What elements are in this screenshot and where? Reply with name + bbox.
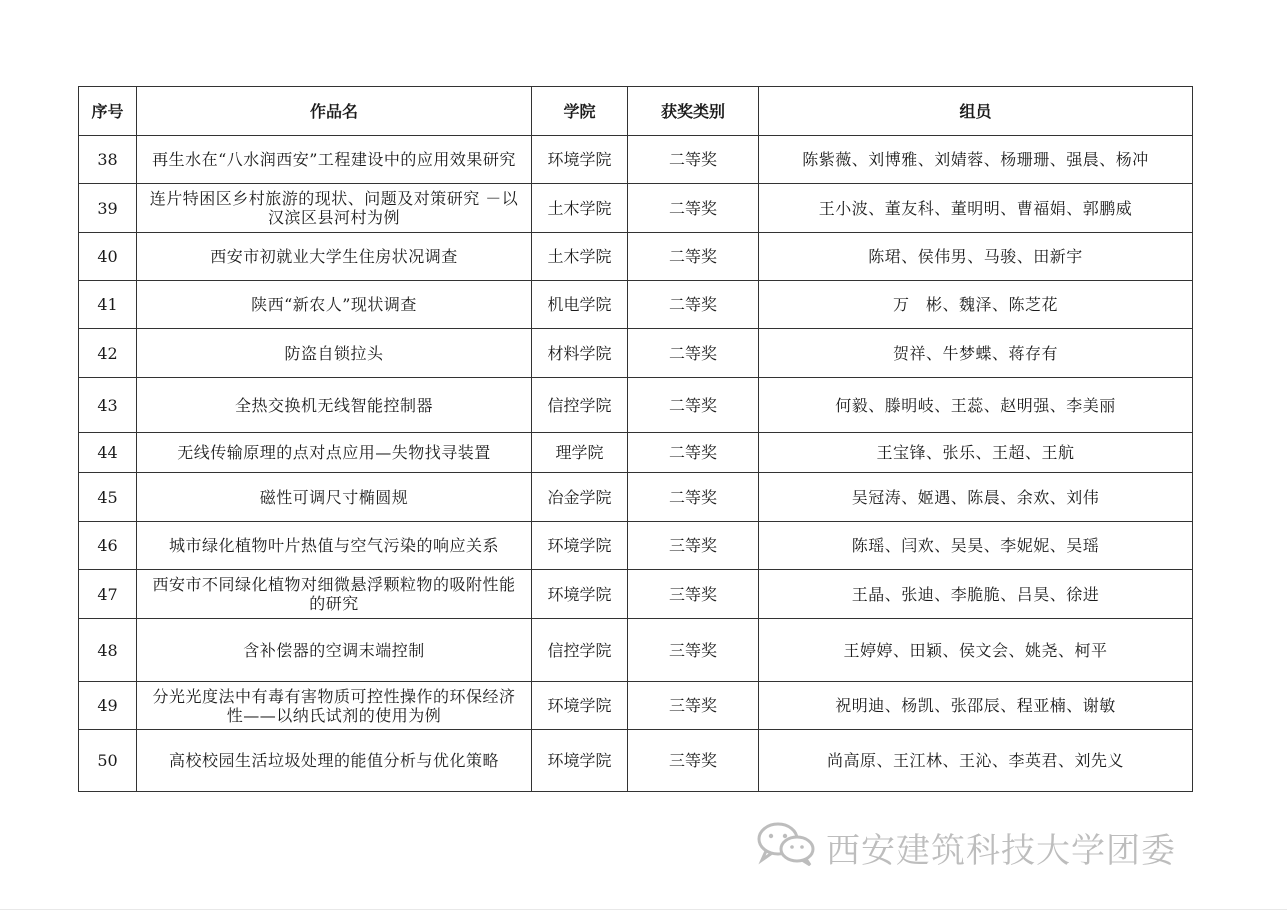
cell-members: 王小波、董友科、董明明、曹福娟、郭鹏威 (759, 184, 1193, 233)
cell-work: 西安市初就业大学生住房状况调查 (137, 233, 532, 281)
cell-award: 二等奖 (628, 281, 759, 329)
cell-members: 吴冠涛、姬遇、陈晨、余欢、刘伟 (759, 473, 1193, 522)
cell-college: 环境学院 (532, 730, 628, 792)
cell-members: 王宝锋、张乐、王超、王航 (759, 433, 1193, 473)
cell-members: 陈紫薇、刘博雅、刘婧蓉、杨珊珊、强晨、杨冲 (759, 136, 1193, 184)
header-award: 获奖类别 (628, 87, 759, 136)
table-row (79, 730, 1193, 792)
cell-no: 40 (79, 233, 137, 281)
cell-members: 万 彬、魏泽、陈芝花 (759, 281, 1193, 329)
cell-award: 二等奖 (628, 136, 759, 184)
wechat-icon (756, 820, 816, 875)
table-row (79, 233, 1193, 281)
header-no: 序号 (79, 87, 137, 136)
table-row (79, 281, 1193, 329)
cell-no: 47 (79, 570, 137, 619)
header-work: 作品名 (137, 87, 532, 136)
cell-college: 土木学院 (532, 233, 628, 281)
cell-work: 连片特困区乡村旅游的现状、问题及对策研究 －以汉滨区县河村为例 (137, 184, 532, 233)
watermark-text: 西安建筑科技大学团委 (826, 830, 1176, 871)
cell-members: 何毅、滕明岐、王蕊、赵明强、李美丽 (759, 378, 1193, 433)
cell-work: 陕西“新农人”现状调查 (137, 281, 532, 329)
cell-no: 43 (79, 378, 137, 433)
cell-award: 二等奖 (628, 329, 759, 378)
cell-work: 再生水在“八水润西安”工程建设中的应用效果研究 (137, 136, 532, 184)
cell-no: 42 (79, 329, 137, 378)
cell-no: 45 (79, 473, 137, 522)
cell-members: 贺祥、牛梦蝶、蒋存有 (759, 329, 1193, 378)
header-college: 学院 (532, 87, 628, 136)
cell-award: 三等奖 (628, 730, 759, 792)
cell-award: 三等奖 (628, 522, 759, 570)
cell-members: 尚高原、王江林、王沁、李英君、刘先义 (759, 730, 1193, 792)
cell-work: 防盗自锁拉头 (137, 329, 532, 378)
cell-no: 41 (79, 281, 137, 329)
table-row (79, 433, 1193, 473)
cell-work: 西安市不同绿化植物对细微悬浮颗粒物的吸附性能的研究 (137, 570, 532, 619)
cell-award: 三等奖 (628, 570, 759, 619)
table-row (79, 184, 1193, 233)
table-row (79, 136, 1193, 184)
cell-members: 陈珺、侯伟男、马骏、田新宇 (759, 233, 1193, 281)
cell-award: 二等奖 (628, 233, 759, 281)
cell-no: 38 (79, 136, 137, 184)
cell-college: 环境学院 (532, 570, 628, 619)
cell-no: 50 (79, 730, 137, 792)
cell-college: 理学院 (532, 433, 628, 473)
award-table (78, 86, 1193, 792)
table-row (79, 329, 1193, 378)
cell-award: 二等奖 (628, 433, 759, 473)
cell-college: 环境学院 (532, 136, 628, 184)
cell-no: 39 (79, 184, 137, 233)
cell-college: 信控学院 (532, 378, 628, 433)
cell-work: 全热交换机无线智能控制器 (137, 378, 532, 433)
table-body (79, 136, 1193, 792)
cell-members: 王婷婷、田颖、侯文会、姚尧、柯平 (759, 619, 1193, 682)
cell-college: 冶金学院 (532, 473, 628, 522)
cell-college: 材料学院 (532, 329, 628, 378)
watermark (756, 822, 1176, 872)
cell-college: 环境学院 (532, 522, 628, 570)
table-header-row (79, 87, 1193, 136)
cell-work: 磁性可调尺寸椭圆规 (137, 473, 532, 522)
table-row (79, 522, 1193, 570)
table-row (79, 682, 1193, 730)
cell-members: 王晶、张迪、李脆脆、吕昊、徐进 (759, 570, 1193, 619)
header-members: 组员 (759, 87, 1193, 136)
table-row (79, 570, 1193, 619)
cell-work: 高校校园生活垃圾处理的能值分析与优化策略 (137, 730, 532, 792)
cell-work: 含补偿器的空调末端控制 (137, 619, 532, 682)
cell-members: 陈瑶、闫欢、吴昊、李妮妮、吴瑶 (759, 522, 1193, 570)
cell-award: 二等奖 (628, 473, 759, 522)
cell-college: 信控学院 (532, 619, 628, 682)
cell-work: 分光光度法中有毒有害物质可控性操作的环保经济性——以纳氏试剂的使用为例 (137, 682, 532, 730)
cell-college: 土木学院 (532, 184, 628, 233)
cell-members: 祝明迪、杨凯、张邵辰、程亚楠、谢敏 (759, 682, 1193, 730)
cell-work: 无线传输原理的点对点应用—失物找寻装置 (137, 433, 532, 473)
cell-no: 44 (79, 433, 137, 473)
cell-no: 48 (79, 619, 137, 682)
cell-no: 46 (79, 522, 137, 570)
cell-college: 机电学院 (532, 281, 628, 329)
cell-no: 49 (79, 682, 137, 730)
cell-award: 二等奖 (628, 378, 759, 433)
cell-award: 三等奖 (628, 682, 759, 730)
cell-college: 环境学院 (532, 682, 628, 730)
cell-award: 二等奖 (628, 184, 759, 233)
table-row (79, 378, 1193, 433)
cell-work: 城市绿化植物叶片热值与空气污染的响应关系 (137, 522, 532, 570)
table-row (79, 473, 1193, 522)
cell-award: 三等奖 (628, 619, 759, 682)
table-row (79, 619, 1193, 682)
